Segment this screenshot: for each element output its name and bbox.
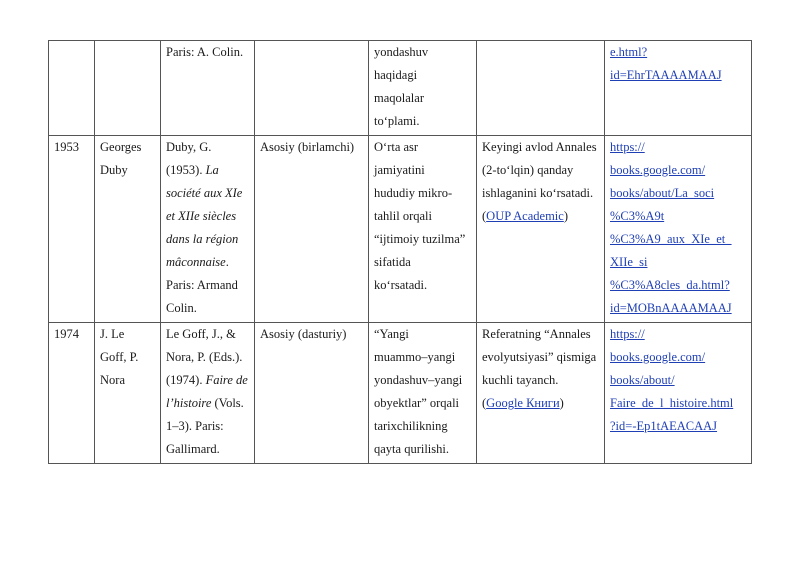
source-type-cell: Asosiy (birlamchi) [255,136,369,323]
author-cell [95,41,161,136]
description-line: tarixchilikning [374,419,448,433]
table-row [49,323,752,464]
reference-text: Le Goff, J., & Nora, P. (Eds.). (1974). [166,327,243,387]
url-link[interactable]: books.google.com/ [610,163,706,177]
description-line: qayta qurilishi. [374,442,449,456]
url-cell [605,136,752,323]
description-line: ko‘rsatadi. [374,278,428,292]
description-line: “ijtimoiy tuzilma” [374,232,466,246]
url-link[interactable]: id=EhrTAAAAMAAJ [610,68,722,82]
description-line: tahlil orqali [374,209,432,223]
url-cell [605,323,752,464]
url-link[interactable]: ?id=-Ep1tAEACAAJ [610,419,718,433]
reference-text: . Paris: Armand Colin. [166,255,238,315]
reference-text: (Vols. 1–3). Paris: Gallimard. [166,396,244,456]
url-link[interactable]: %C3%A8cles_da.html? [610,278,730,292]
description-line: O‘rta asr [374,140,419,154]
table-row [49,136,752,323]
url-link[interactable]: books/about/ [610,373,675,387]
description-line: haqidagi [374,68,418,82]
year-cell: 1953 [49,136,95,323]
description-cell [369,136,477,323]
author-line: Nora [100,373,125,387]
source-type-cell: Asosiy (dasturiy) [255,323,369,464]
table-body [49,41,752,464]
reference-title: La société aux XIe et XIIe siècles dans la région mâconnaise [166,163,243,269]
table-row [49,41,752,136]
url-link[interactable]: id=MOBnAAAAMAAJ [610,301,732,315]
author-cell [95,323,161,464]
author-line: Georges [100,140,142,154]
author-cell [95,136,161,323]
description-line: sifatida [374,255,411,269]
reference-title: Faire de l’histoire [166,373,248,410]
description-cell [369,41,477,136]
description-line: to‘plami. [374,114,420,128]
description-line: yondashuv [374,45,429,59]
url-link[interactable]: Faire_de_l_histoire.html [610,396,734,410]
url-link[interactable]: https:// [610,140,645,154]
role-cell [477,41,605,136]
reference-text: Duby, G. (1953). [166,140,212,177]
description-line: jamiyatini [374,163,425,177]
year-cell: 1974 [49,323,95,464]
url-link[interactable]: books/about/La_soci [610,186,715,200]
author-line: J. Le [100,327,125,341]
role-cell [477,323,605,464]
role-text: Keyingi avlod Annales (2-to‘lqin) qanday ishlaganini ko‘rsatadi. ( [482,140,597,223]
description-line: obyektlar” orqali [374,396,460,410]
literature-table [48,40,752,464]
description-line: hududiy mikro- [374,186,453,200]
year-cell [49,41,95,136]
source-type-cell [255,41,369,136]
description-line: muammo–yangi [374,350,456,364]
reference-cell [161,41,255,136]
role-text: Referatning “Annales evolyutsiyasi” qismiga kuchli tayanch. ( [482,327,597,410]
url-link[interactable]: %C3%A9_aux_XIe_et_ [610,232,732,246]
role-text-end: ) [563,209,568,223]
url-link[interactable]: e.html? [610,45,648,59]
role-text-end: ) [559,396,564,410]
source-link[interactable]: OUP Academic [486,209,564,223]
description-cell [369,323,477,464]
reference-cell [161,323,255,464]
description-line: yondashuv–yangi [374,373,463,387]
reference-cell [161,136,255,323]
role-cell [477,136,605,323]
description-line: maqolalar [374,91,424,105]
author-line: Duby [100,163,128,177]
description-line: “Yangi [374,327,409,341]
url-cell [605,41,752,136]
source-link[interactable]: Google Книги [486,396,560,410]
author-line: Goff, P. [100,350,139,364]
reference-text: Paris: A. Colin. [166,45,244,59]
url-link[interactable]: %C3%A9t [610,209,665,223]
url-link[interactable]: XIIe_si [610,255,648,269]
url-link[interactable]: https:// [610,327,645,341]
url-link[interactable]: books.google.com/ [610,350,706,364]
